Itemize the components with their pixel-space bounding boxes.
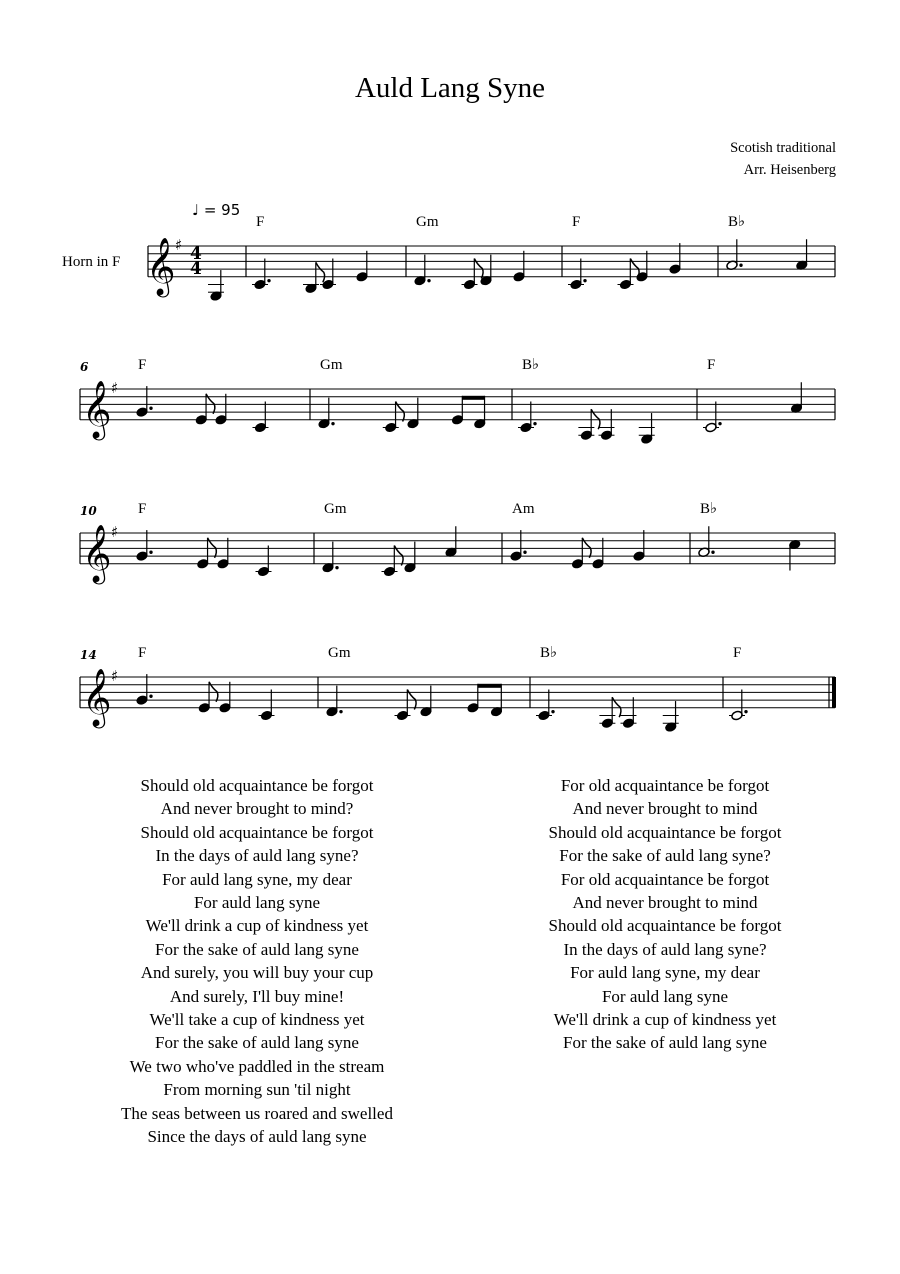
measure-number: 6 (80, 360, 89, 374)
lyric-line: For the sake of auld lang syne (155, 1033, 359, 1053)
lyric-line: For old acquaintance be forgot (560, 869, 770, 889)
measure-number: 10 (80, 504, 97, 518)
note-flag (316, 262, 325, 282)
page-title: Auld Lang Syne (354, 72, 546, 104)
treble-clef-icon: 𝄞 (82, 523, 112, 582)
lyric-line: For the sake of auld lang syne (155, 939, 359, 959)
augmentation-dot (427, 279, 430, 282)
augmentation-dot (739, 264, 742, 267)
treble-clef-icon: 𝄞 (82, 667, 112, 726)
instrument-name: Horn in F (62, 254, 121, 270)
key-signature-sharp-icon: ♯ (175, 236, 183, 254)
chord-symbol: Gm (320, 357, 343, 373)
augmentation-dot (718, 422, 721, 425)
lyric-line: For the sake of auld lang syne? (559, 846, 771, 866)
lyric-line: We'll drink a cup of kindness yet (145, 916, 369, 936)
lyric-line: We two who've paddled in the stream (129, 1056, 385, 1076)
chord-symbol: Gm (324, 501, 347, 517)
lyric-line: Should old acquaintance be forgot (548, 916, 782, 936)
key-signature-sharp-icon: ♯ (111, 379, 119, 397)
key-signature-sharp-icon: ♯ (111, 523, 119, 541)
lyrics-column-left (92, 774, 422, 1149)
chord-symbol: F (138, 501, 147, 517)
augmentation-dot (711, 551, 714, 554)
chord-symbol: F (138, 357, 147, 373)
augmentation-dot (583, 279, 586, 282)
time-signature-bottom: 4 (190, 259, 202, 279)
chord-symbol: B♭ (728, 214, 746, 230)
augmentation-dot (149, 407, 152, 410)
lyric-line: For auld lang syne (601, 986, 729, 1006)
lyric-line: And surely, I'll buy mine! (169, 986, 345, 1006)
lyric-line: And surely, you will buy your cup (140, 963, 374, 983)
augmentation-dot (331, 422, 334, 425)
note-beam (478, 684, 502, 688)
lyric-line: For old acquaintance be forgot (560, 776, 770, 795)
lyric-line: And never brought to mind (572, 893, 758, 913)
note-beam (462, 396, 484, 400)
key-signature-sharp-icon: ♯ (111, 667, 119, 685)
lyric-line: For auld lang syne, my dear (162, 869, 352, 889)
chord-symbol: Gm (328, 645, 351, 661)
lyric-line: And never brought to mind (572, 799, 758, 819)
augmentation-dot (523, 551, 526, 554)
time-signature-top: 4 (190, 244, 202, 264)
augmentation-dot (551, 710, 554, 713)
lyric-line: We'll take a cup of kindness yet (149, 1010, 365, 1030)
chord-symbol: F (138, 645, 147, 661)
chord-symbol: F (733, 645, 742, 661)
augmentation-dot (149, 551, 152, 554)
chord-symbol: B♭ (540, 645, 558, 661)
lyric-line: Should old acquaintance be forgot (548, 822, 782, 842)
augmentation-dot (339, 710, 342, 713)
lyric-line: Should old acquaintance be forgot (140, 776, 374, 795)
augmentation-dot (267, 279, 270, 282)
augmentation-dot (149, 695, 152, 698)
augmentation-dot (533, 422, 536, 425)
chord-symbol: F (572, 214, 581, 230)
tempo-marking: ♩ = 95 (192, 201, 241, 219)
measure-number: 14 (80, 648, 97, 662)
lyric-line: For the sake of auld lang syne (563, 1033, 767, 1053)
lyric-line: For auld lang syne, my dear (570, 963, 760, 983)
lyric-line: In the days of auld lang syne? (155, 846, 359, 866)
lyrics-column-right (500, 774, 830, 1055)
arranger-credit: Arr. Heisenberg (743, 162, 836, 178)
lyric-line: In the days of auld lang syne? (563, 939, 767, 959)
lyric-line: Should old acquaintance be forgot (140, 822, 374, 842)
lyric-line: The seas between us roared and swelled (121, 1103, 393, 1123)
chord-symbol: B♭ (700, 501, 718, 517)
lyric-line: Since the days of auld lang syne (147, 1127, 367, 1147)
lyric-line: We'll drink a cup of kindness yet (553, 1010, 777, 1030)
final-barline-thick (832, 677, 836, 708)
chord-symbol: F (256, 214, 265, 230)
treble-clef-icon: 𝄞 (146, 236, 176, 295)
lyric-line: For auld lang syne (193, 893, 321, 913)
chord-symbol: Gm (416, 214, 439, 230)
chord-symbol: F (707, 357, 716, 373)
augmentation-dot (744, 710, 747, 713)
augmentation-dot (335, 566, 338, 569)
lyric-line: And never brought to mind? (160, 799, 354, 819)
lyric-line: From morning sun 'til night (163, 1080, 351, 1100)
composer-credit: Scotish traditional (730, 140, 836, 156)
treble-clef-icon: 𝄞 (82, 379, 112, 438)
chord-symbol: B♭ (522, 357, 540, 373)
chord-symbol: Am (512, 501, 535, 517)
